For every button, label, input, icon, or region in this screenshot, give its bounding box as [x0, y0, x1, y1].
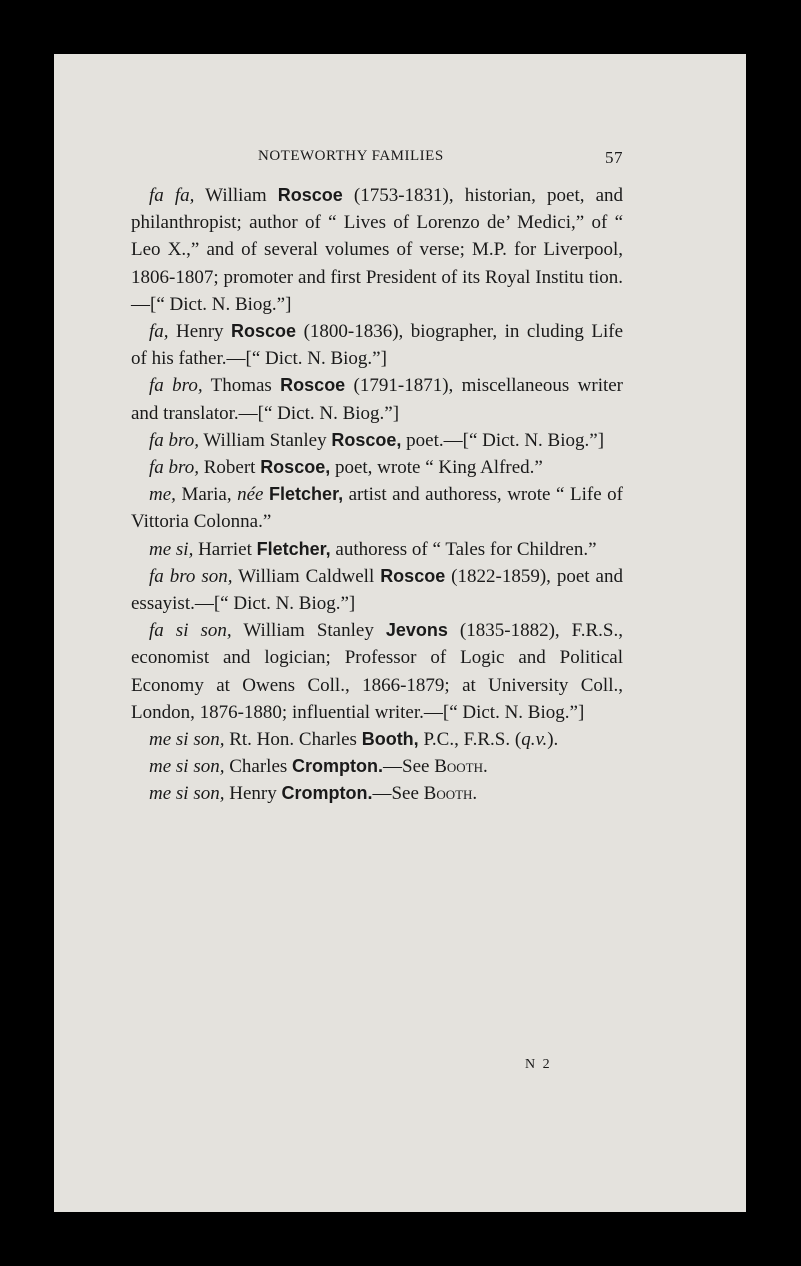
relation: me si, — [149, 538, 194, 560]
surname: Roscoe — [231, 321, 297, 342]
surname: Crompton. — [292, 756, 384, 777]
relation: fa bro, — [149, 457, 199, 479]
entry: fa bro son, William Caldwell Roscoe (1822-1859), poet and essayist.—[“ Dict. N. Biog.”] — [131, 565, 623, 615]
surname: Roscoe — [280, 375, 346, 396]
entry: me si, Harriet Fletcher, authoress of “ Tales for Children.” — [149, 538, 597, 560]
relation: fa bro son, — [149, 565, 233, 587]
entry: me si son, Henry Crompton.—See Booth. — [149, 783, 478, 805]
relation: fa bro, — [149, 429, 199, 451]
relation: me, — [149, 484, 176, 506]
entry: fa si son, William Stanley Jevons (1835-1882), F.R.S., economist and logician; Professor of Logic and Political Economy at Owens Coll., 1866-1879; at University Coll., London, 1876-1880; influential writer.—[“ Dict. N. Biog.”] — [131, 620, 623, 723]
relation: me si son, — [149, 729, 225, 751]
running-title: NOTEWORTHY FAMILIES — [258, 148, 444, 164]
surname: Crompton. — [281, 783, 373, 804]
relation: me si son, — [149, 783, 225, 805]
entry: fa fa, William Roscoe (1753-1831), historian, poet, and philanthropist; author of “ Lives of Lorenzo de’ Medici,” of “ Leo X.,” and of several volumes of verse; M.P. for Liverpool, 1806-1807; promoter and first President of its Royal Institu tion.—[“ Dict. N. Biog.”] — [131, 185, 624, 315]
entry: fa bro, William Stanley Roscoe, poet.—[“ Dict. N. Biog.”] — [149, 429, 605, 451]
entry: fa bro, Thomas Roscoe (1791-1871), miscellaneous writer and translator.—[“ Dict. N. Biog.”] — [131, 375, 624, 424]
entry: fa bro, Robert Roscoe, poet, wrote “ King Alfred.” — [149, 457, 543, 479]
surname: Fletcher, — [256, 538, 331, 559]
entries-list — [131, 182, 623, 808]
entry: me, Maria, née Fletcher, artist and authoress, wrote “ Life of Vittoria Colonna.” — [131, 484, 623, 533]
relation: fa si son, — [149, 620, 232, 642]
signature-mark: N 2 — [525, 1057, 552, 1072]
relation: fa bro, — [149, 375, 203, 397]
surname: Fletcher, — [269, 484, 344, 505]
relation: fa fa, — [149, 185, 195, 206]
surname: Booth, — [361, 729, 419, 750]
running-header — [131, 148, 623, 168]
relation: fa, — [149, 321, 169, 343]
entry: fa, Henry Roscoe (1800-1836), biographer, in cluding Life of his father.—[“ Dict. N. Biog.”] — [131, 321, 624, 370]
entry: me si son, Charles Crompton.—See Booth. — [149, 756, 488, 778]
surname: Roscoe, — [260, 457, 331, 478]
surname: Roscoe — [380, 565, 446, 586]
book-page — [54, 54, 746, 1212]
relation: me si son, — [149, 756, 225, 778]
entry: me si son, Rt. Hon. Charles Booth, P.C., F.R.S. (q.v.). — [149, 729, 559, 751]
surname: Roscoe — [277, 185, 343, 205]
surname: Jevons — [385, 620, 448, 641]
surname: Roscoe, — [331, 429, 402, 450]
page-number: 57 — [605, 148, 623, 167]
